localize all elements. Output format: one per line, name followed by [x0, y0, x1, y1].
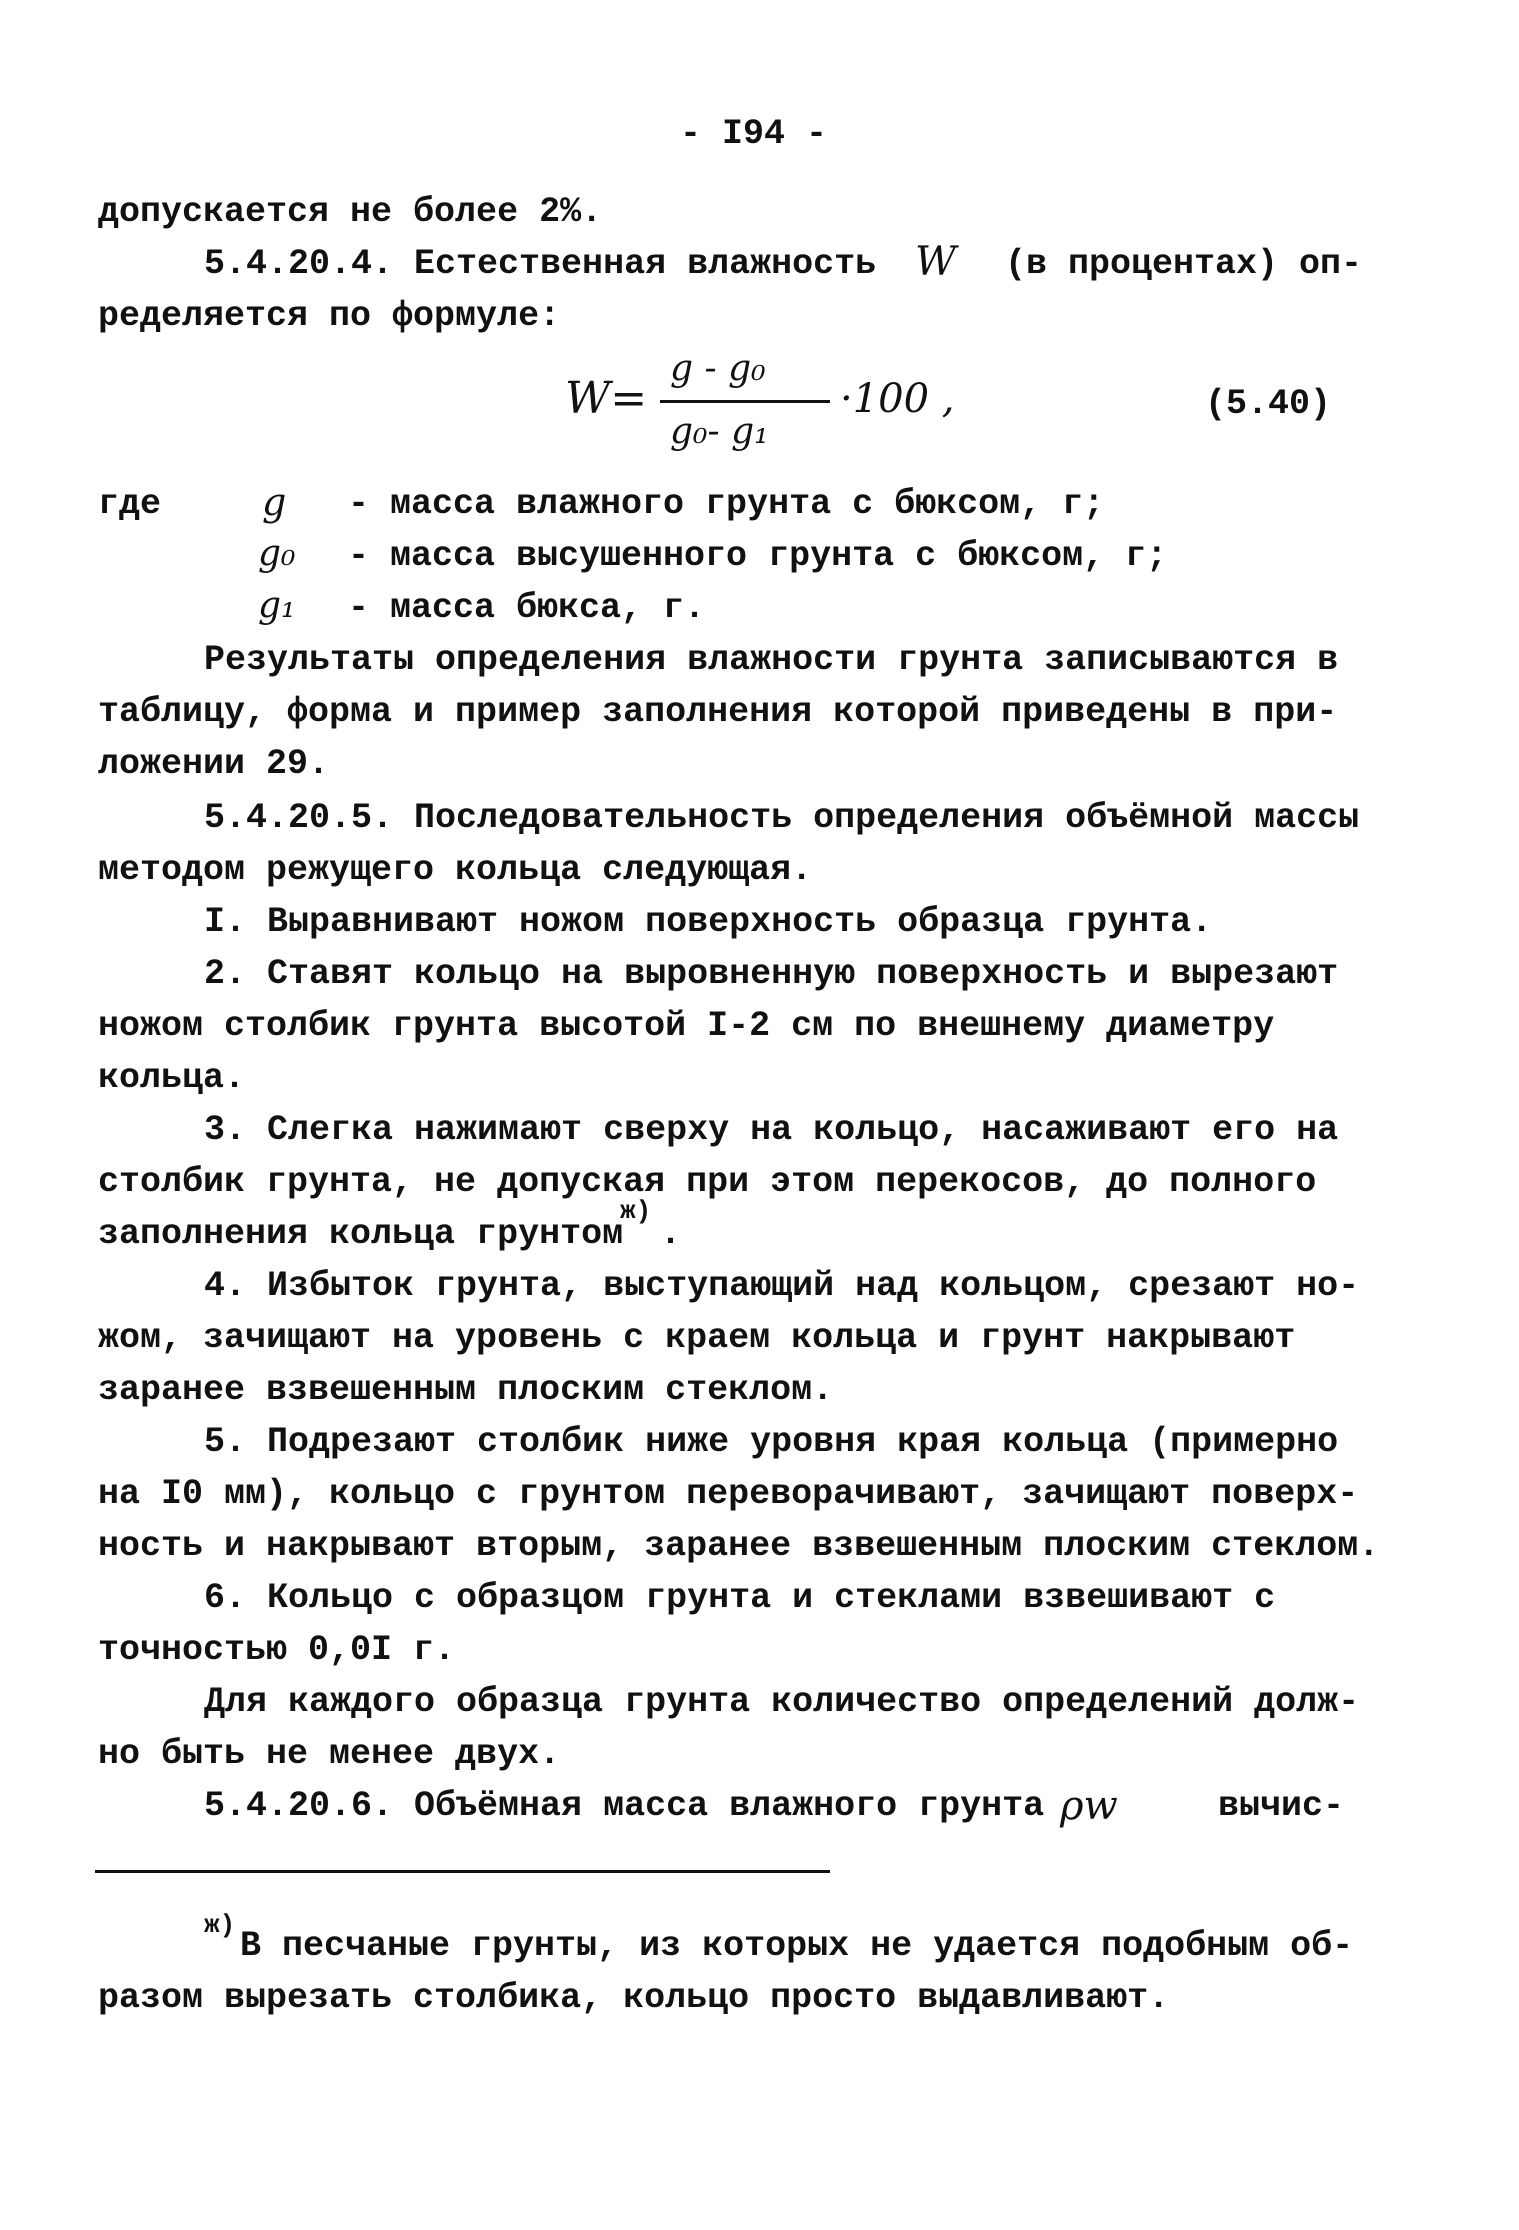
- text-line: но быть не менее двух.: [98, 1734, 561, 1774]
- text-line: - масса бюкса, г.: [348, 588, 706, 628]
- text-line: I. Выравнивают ножом поверхность образца грунта.: [204, 902, 1213, 942]
- text-line: жом, зачищают на уровень с краем кольца и грунт накрывают: [98, 1318, 1296, 1358]
- formula-number: (5.40): [1205, 384, 1332, 424]
- text-line: ложении 29.: [98, 744, 330, 784]
- text-line: 3. Слегка нажимают сверху на кольцо, насаживают его на: [204, 1110, 1339, 1150]
- text-line: ределяется по формуле:: [98, 296, 561, 336]
- text-line: 6. Кольцо с образцом грунта и стеклами взвешивают с: [204, 1578, 1276, 1618]
- text-line: столбик грунта, не допуская при этом перекосов, до полного: [98, 1162, 1317, 1202]
- formula-lhs: W=: [565, 373, 648, 424]
- text-line: - масса высушенного грунта с бюксом, г;: [348, 536, 1168, 576]
- text-line: заранее взвешенным плоским стеклом.: [98, 1370, 834, 1410]
- text-line: где: [98, 484, 162, 524]
- text-line: Результаты определения влажности грунта записываются в: [204, 640, 1339, 680]
- text-line: 4. Избыток грунта, выступающий над кольцом, срезают но-: [204, 1266, 1360, 1306]
- text-line: Для каждого образца грунта количество определений долж-: [204, 1682, 1360, 1722]
- text-line: ность и накрывают вторым, заранее взвешенным плоским стеклом.: [98, 1526, 1380, 1566]
- footnote-text: разом вырезать столбика, кольцо просто выдавливают.: [98, 1978, 1170, 2018]
- text-line: вычис-: [1218, 1786, 1345, 1826]
- formula-variable: W: [915, 239, 957, 285]
- symbol: g₁: [258, 585, 296, 626]
- text-line: заполнения кольца грунтом: [98, 1214, 624, 1254]
- formula-variable: ρw: [1060, 1783, 1118, 1829]
- page-number: - I94 -: [680, 114, 828, 154]
- text-line: 5.4.20.4. Естественная влажность: [204, 244, 877, 284]
- formula-multiplier: ·100 ,: [840, 376, 955, 422]
- symbol: g: [262, 480, 287, 524]
- text-line: 2. Ставят кольцо на выровненную поверхность и вырезают: [204, 954, 1339, 994]
- text-line: 5. Подрезают столбик ниже уровня края кольца (примерно: [204, 1422, 1339, 1462]
- footnote-marker: ж): [620, 1196, 652, 1226]
- text-line: 5.4.20.5. Последовательность определения объёмной массы: [204, 798, 1360, 838]
- text-line: .: [660, 1214, 682, 1254]
- symbol: g₀: [258, 533, 296, 574]
- text-line: таблицу, форма и пример заполнения которой приведены в при-: [98, 692, 1338, 732]
- text-line: на I0 мм), кольцо с грунтом переворачивают, зачищают поверх-: [98, 1474, 1359, 1514]
- footnote-divider: [95, 1870, 830, 1873]
- text-line: 5.4.20.6. Объёмная масса влажного грунта: [204, 1786, 1045, 1826]
- text-line: кольца.: [98, 1058, 246, 1098]
- text-line: - масса влажного грунта с бюксом, г;: [348, 484, 1105, 524]
- fraction-bar: [660, 400, 830, 403]
- text-line: ножом столбик грунта высотой I-2 см по внешнему диаметру: [98, 1006, 1275, 1046]
- formula-numerator: g - g₀: [670, 348, 766, 389]
- footnote-text: В песчаные грунты, из которых не удается подобным об-: [240, 1926, 1354, 1966]
- footnote-marker: ж): [204, 1910, 236, 1940]
- text-line: методом режущего кольца следующая.: [98, 850, 813, 890]
- text-line: точностью 0,0I г.: [98, 1630, 456, 1670]
- formula-denominator: g₀- g₁: [670, 411, 769, 452]
- text-line: (в процентах) оп-: [1005, 244, 1363, 284]
- text-line: допускается не более 2%.: [98, 192, 603, 232]
